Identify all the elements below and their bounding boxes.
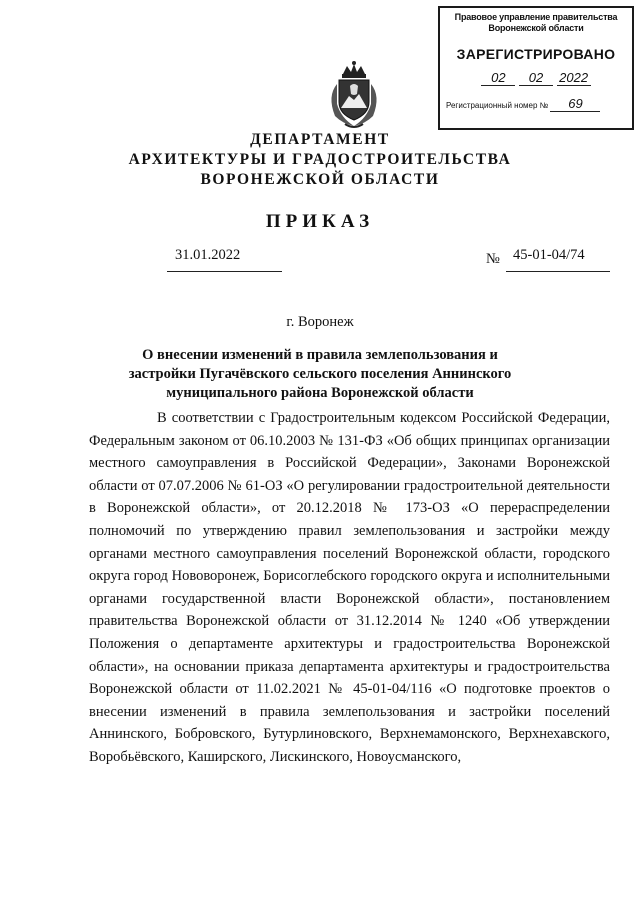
number-underline	[506, 271, 610, 272]
stamp-reg-number-label: Регистрационный номер №	[446, 101, 549, 110]
city: г. Воронеж	[286, 314, 354, 330]
date-underline	[167, 271, 282, 272]
stamp-registered-label: ЗАРЕГИСТРИРОВАНО	[456, 46, 616, 62]
coat-of-arms-icon	[323, 60, 385, 130]
department-title-line-3: ВОРОНЕЖСКОЙ ОБЛАСТИ	[200, 171, 440, 188]
stamp-date-month: 02	[519, 70, 553, 86]
stamp-date	[446, 70, 626, 86]
department-title-line-2: АРХИТЕКТУРЫ И ГРАДОСТРОИТЕЛЬСТВА	[128, 151, 512, 168]
stamp-reg-number-row	[446, 96, 626, 112]
registration-stamp	[438, 6, 634, 130]
stamp-reg-number: 69	[550, 96, 600, 112]
department-title	[0, 130, 640, 190]
stamp-date-year: 2022	[557, 70, 591, 86]
number-sign: №	[486, 251, 500, 267]
order-number: 45-01-04/74	[513, 247, 585, 263]
order-subject: О внесении изменений в правила землепользования и застройки Пугачёвского сельского поселения Аннинского муниципального района Воронежской области	[128, 347, 512, 401]
stamp-organization: Правовое управление правительства Воронежской области	[454, 12, 618, 33]
document-type: ПРИКАЗ	[265, 211, 375, 232]
order-date: 31.01.2022	[175, 247, 241, 263]
stamp-date-day: 02	[481, 70, 515, 86]
order-body: В соответствии с Градостроительным кодексом Российской Федерации, Федеральным законом от 06.10.2003 № 131-ФЗ «Об общих принципах организации местного самоуправления в Российской Федерации», Законами Воронежской области от 07.07.2006 № 61-ОЗ «О регулировании градостроительной деятельности в Воронежской области», от 20.12.2018 № 173-ОЗ «О перераспределении полномочий по утверждению правил землепользования и застройки между органами местного самоуправления поселений Воронежской области, городского округа город Нововоронеж, Борисоглебского городского округа и исполнительными органами государственной власти Воронежской области», постановлением правительства Воронежской области от 31.12.2014 № 1240 «Об утверждении Положения о департаменте архитектуры и градостроительства Воронежской области», на основании приказа департамента архитектуры и градостроительства Воронежской области от 11.02.2021 № 45-01-04/116 «О подготовке проектов о внесении изменений в правила землепользования и застройки поселений Аннинского, Бобровского, Бутурлиновского, Верхнемамонского, Верхнехавского, Воробьёвского, Каширского, Лискинского, Новоусманского,	[89, 410, 610, 765]
department-title-line-1: ДЕПАРТАМЕНТ	[250, 131, 390, 148]
